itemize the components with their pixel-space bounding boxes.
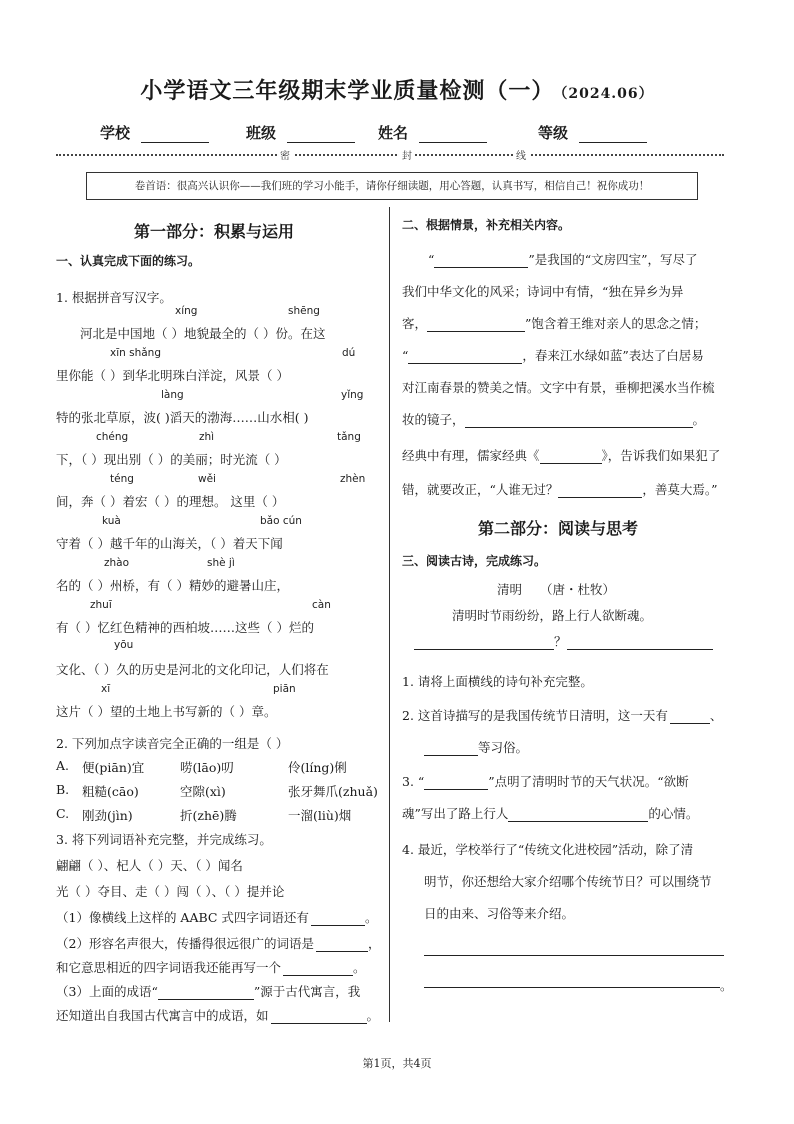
- field-school: 学校: [100, 122, 209, 143]
- q1-line: 文化、（ ）久的历史是河北的文化印记，人们将在: [56, 662, 329, 677]
- question-3: 3. “ ”点明了清明时节的天气状况。“欲断: [402, 774, 689, 789]
- field-class: 班级: [246, 122, 355, 143]
- page-title: [0, 74, 794, 105]
- q3-sub3: （3）上面的成语“ ”源于古代寓言，我: [56, 984, 361, 999]
- part2-title: 第二部分：阅读与思考: [478, 519, 639, 538]
- s2-line: “ ，春来江水绿如蓝”表达了白居易: [402, 348, 704, 363]
- s2-line: 妆的镜子， 。: [402, 412, 706, 427]
- title-text: 小学语文三年级期末学业质量检测（一）: [140, 78, 555, 104]
- s2-line: 客， ”饱含着王维对亲人的思念之情；: [402, 316, 707, 331]
- pinyin: shè jì: [207, 557, 235, 569]
- q1-line: 下，（ ）现出别（ ）的美丽；时光流（ ）: [56, 452, 287, 467]
- pinyin: zhì: [199, 431, 215, 443]
- q1-line: 这片（ ）望的土地上书写新的（ ）章。: [56, 704, 277, 719]
- question-4b: 明节，你还想给大家介绍哪个传统节日？可以围绕节: [424, 874, 712, 889]
- column-divider: [389, 207, 390, 1022]
- notice-box: 卷首语：很高兴认识你——我们班的学习小能手，请你仔细读题，用心答题，认真书写，相信自己！祝你成功！: [86, 172, 698, 200]
- pinyin: wěi: [198, 473, 216, 485]
- q1-line: 名的（ ）州桥，有（ ）精妙的避暑山庄，: [56, 578, 289, 593]
- q1-line: 特的张北草原，波( )滔天的渤海……山水相( ): [56, 410, 309, 425]
- s2-line: 错，就要改正，“人谁无过？ ，善莫大焉。”: [402, 482, 718, 497]
- pinyin: càn: [312, 599, 331, 611]
- q1-line: 有（ ）忆红色精神的西柏坡……这些（ ）烂的: [56, 620, 314, 635]
- poem-line-2: ？: [414, 632, 713, 650]
- pinyin: dú: [342, 347, 356, 359]
- s2-line: 对江南春景的赞美之情。文字中有景，垂柳把溪水当作梳: [402, 380, 715, 395]
- pinyin: yōu: [114, 639, 134, 651]
- s2-line: 我们中华文化的风采；诗词中有情，“独在异乡为异: [402, 284, 684, 299]
- question-2b: 等习俗。: [424, 738, 528, 756]
- question-4: 4. 最近，学校举行了“传统文化进校园”活动，除了清: [402, 842, 694, 857]
- field-name: 姓名: [378, 122, 487, 143]
- pinyin: téng: [110, 473, 134, 485]
- pinyin: bǎo cún: [260, 515, 302, 527]
- seal-char: 封: [399, 147, 415, 162]
- pinyin: piān: [273, 683, 296, 695]
- pinyin: làng: [161, 389, 184, 401]
- q2-option-a: A. 便(piān)宜 唠(lāo)叨 伶(líng)俐: [56, 758, 347, 775]
- part1-title: 第一部分：积累与运用: [134, 222, 295, 241]
- q3-line: 翩翩（ ）、杞人（ ）天、（ ）闻名: [56, 858, 243, 873]
- pinyin: xī: [101, 683, 111, 695]
- pinyin: xīn shǎng: [110, 347, 162, 359]
- question-1: 1. 请将上面横线的诗句补充完整。: [402, 674, 593, 689]
- q1-line: 河北是中国地（ ）地貌最全的（ ）份。在这: [80, 326, 326, 341]
- q1-line: 里你能（ ）到华北明珠白洋淀，风景（ ）: [56, 368, 289, 383]
- question-2: 2. 这首诗描写的是我国传统节日清明，这一天有 、: [402, 708, 723, 723]
- pinyin: zhào: [104, 557, 130, 569]
- q3-line: 光（ ）夺目、走（ ）闯（ ）、（ ）提并论: [56, 884, 285, 899]
- field-grade: 等级: [538, 122, 647, 143]
- q2-option-b: B. 粗糙(cāo) 空隙(xì) 张牙舞爪(zhuǎ): [56, 782, 378, 799]
- pinyin: yǐng: [341, 389, 364, 401]
- section3-heading: 三、阅读古诗，完成练习。: [402, 554, 547, 568]
- answer-line: [424, 987, 720, 988]
- pinyin: tǎng: [337, 431, 361, 443]
- s2-line: “ ”是我国的“文房四宝”，写尽了: [428, 252, 698, 267]
- seal-line: [56, 154, 724, 156]
- s2-line: 经典中有理，儒家经典《 》，告诉我们如果犯了: [402, 448, 721, 463]
- answer-line: [424, 955, 724, 956]
- pinyin: zhuī: [90, 599, 112, 611]
- q3-label: 3. 将下列词语补充完整，并完成练习。: [56, 832, 272, 847]
- question-4c: 日的由来、习俗等来介绍。: [424, 906, 575, 921]
- page-footer: 第1页，共4页: [362, 1057, 432, 1070]
- q3-sub2: （2）形容名声很大，传播得很远很广的词语是 ，: [56, 936, 381, 951]
- poem-line-1: 清明时节雨纷纷，路上行人欲断魂。: [452, 608, 653, 623]
- section2-heading: 二、根据情景，补充相关内容。: [402, 218, 571, 232]
- q1-line: 间，奔（ ）着宏（ ）的理想。 这里（ ）: [56, 494, 285, 509]
- exam-year: （2024.06）: [560, 86, 654, 102]
- section1-heading: 一、认真完成下面的练习。: [56, 254, 201, 268]
- q1-line: 守着（ ）越千年的山海关，（ ）着天下闻: [56, 536, 283, 551]
- pinyin: xíng: [175, 305, 198, 317]
- pinyin: kuà: [102, 515, 121, 527]
- poem-title: 清明 （唐・杜牧）: [497, 582, 616, 597]
- q2-option-c: C. 刚劲(jìn) 折(zhē)腾 一溜(liù)烟: [56, 806, 352, 823]
- q2-label: 2. 下列加点字读音完全正确的一组是（ ）: [56, 736, 289, 751]
- q3-sub3b: 还知道出自我国古代寓言中的成语，如 。: [56, 1008, 380, 1023]
- seal-char: 线: [513, 147, 529, 162]
- pinyin: chéng: [96, 431, 129, 443]
- q1-label: 1. 根据拼音写汉字。: [56, 290, 172, 305]
- question-3b: 魂”写出了路上行人 的心情。: [402, 806, 699, 821]
- q3-sub1: （1）像横线上这样的 AABC 式四字词语还有 。: [56, 910, 378, 925]
- q3-sub2b: 和它意思相近的四字词语我还能再写一个 。: [56, 960, 366, 975]
- seal-char: 密: [277, 147, 293, 162]
- pinyin: shēng: [288, 305, 320, 317]
- answer-line-end: 。: [720, 978, 733, 993]
- pinyin: zhèn: [340, 473, 366, 485]
